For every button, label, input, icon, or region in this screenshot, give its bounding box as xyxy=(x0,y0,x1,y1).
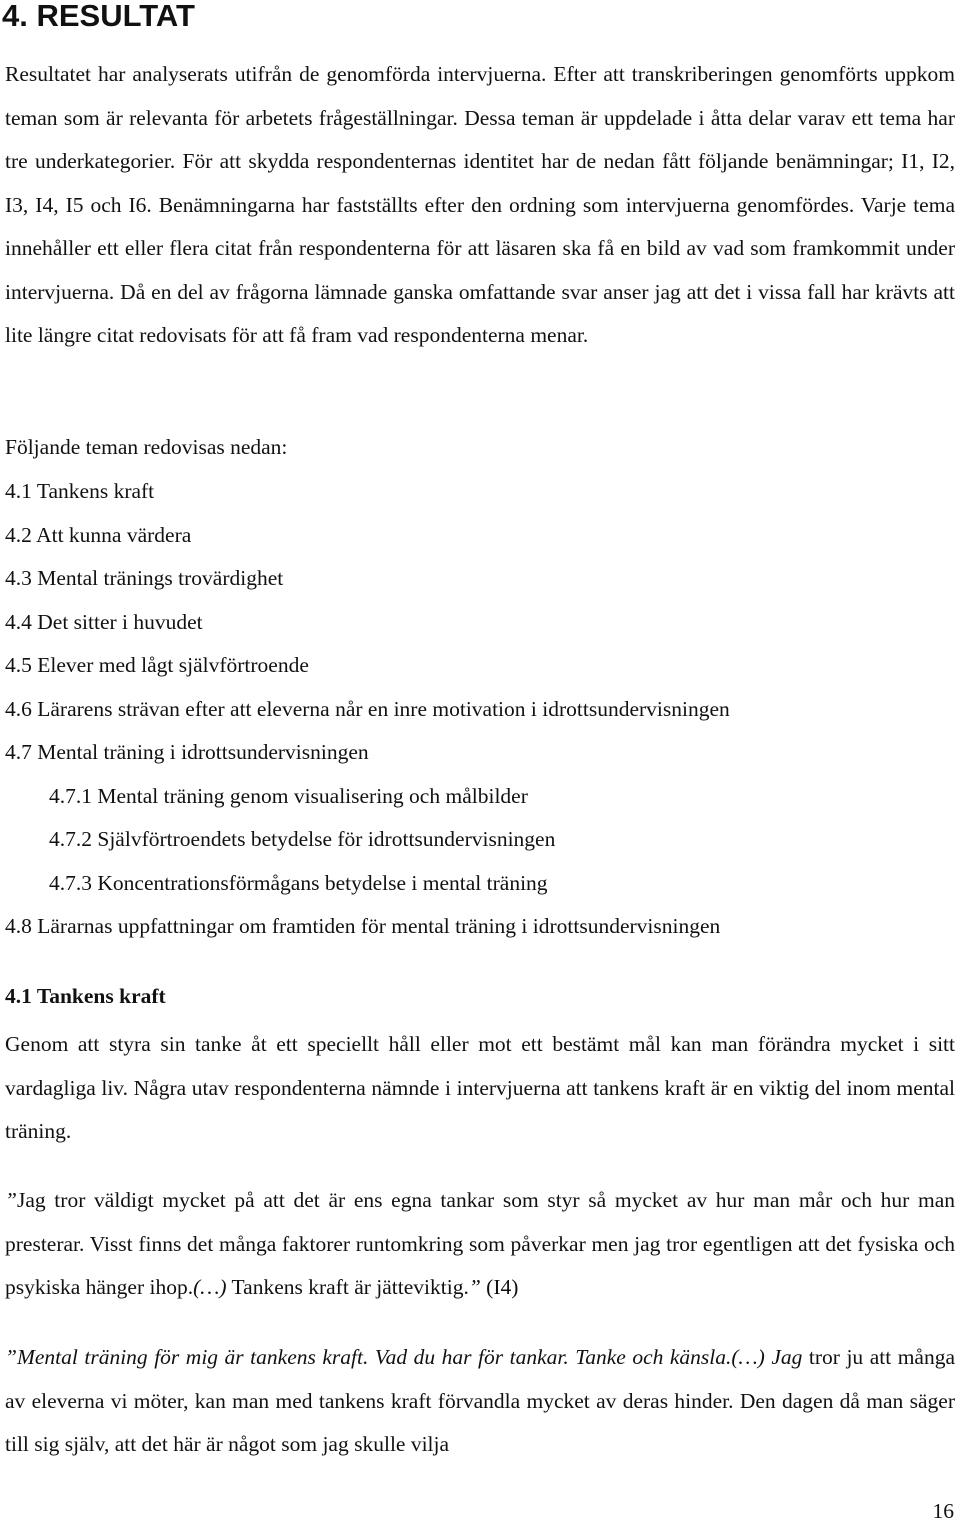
topic-item: 4.4 Det sitter i huvudet xyxy=(5,609,203,634)
quote-italic-text: ”Mental träning för mig är tankens kraft. Vad du har för tankar. Tanke och känsla.(…) Jag xyxy=(5,1345,803,1369)
section-paragraph: Genom att styra sin tanke åt ett speciellt håll eller mot ett bestämt mål kan man förändra mycket i sitt vardagliga liv. Några utav respondenterna nämnde i intervjuerna att tankens kraft är en viktig del inom mental träning. xyxy=(5,1032,955,1143)
intro-paragraph: Resultatet har analyserats utifrån de genomförda intervjuerna. Efter att transkriberingen genomförts uppkom teman som är relevanta för arbetets frågeställningar. Dessa teman är uppdelade i åtta delar varav ett tema har tre underkategorier. För att skydda respondenternas identitet har de nedan fått följande benämningar; I1, I2, I3, I4, I5 och I6. Benämningarna har fastställts efter den ordning som intervjuerna genomfördes. Varje tema innehåller ett eller flera citat från respondenterna för att läsaren ska få en bild av vad som framkommit under intervjuerna. Då en del av frågorna lämnade ganska omfattande svar anser jag att det i vissa fall har krävts att lite längre citat redovisats för att få fram vad respondenterna menar. xyxy=(5,62,955,347)
topic-list xyxy=(5,470,955,949)
topic-item: 4.7 Mental träning i idrottsundervisningen xyxy=(5,740,369,764)
interview-quote-i4 xyxy=(5,1179,955,1310)
topics-intro: Följande teman redovisas nedan: xyxy=(5,435,288,459)
topic-item: 4.1 Tankens kraft xyxy=(5,479,155,503)
chapter-heading: 4. RESULTAT xyxy=(2,0,195,33)
quote-open-mark: ” xyxy=(5,1188,17,1212)
topic-item: 4.3 Mental tränings trovärdighet xyxy=(5,566,284,590)
interview-quote xyxy=(5,1336,955,1467)
quote-reference: (I4) xyxy=(486,1275,519,1299)
topic-item: 4.8 Lärarnas uppfattningar om framtiden för mental träning i idrottsundervisningen xyxy=(5,914,721,938)
quote-text: tror ju att många av eleverna vi möter, kan man med tankens kraft förvandla mycket av deras hinder. Den dagen då man säger till sig själv, att det här är något som jag skulle vilja xyxy=(5,1345,955,1456)
subtopic-item: 4.7.1 Mental träning genom visualisering och målbilder xyxy=(49,783,528,808)
section-title: 4.1 Tankens kraft xyxy=(5,984,166,1008)
topic-item: 4.5 Elever med lågt självförtroende xyxy=(5,653,309,677)
topic-item: 4.2 Att kunna värdera xyxy=(5,522,192,547)
subtopic-item: 4.7.3 Koncentrationsförmågans betydelse i mental träning xyxy=(49,870,548,895)
subtopic-item: 4.7.2 Självförtroendets betydelse för idrottsundervisningen xyxy=(49,827,556,851)
topic-item: 4.6 Lärarens strävan efter att eleverna når en inre motivation i idrottsundervisningen xyxy=(5,696,730,721)
quote-close-mark: ” xyxy=(468,1275,487,1299)
page-number: 16 xyxy=(932,1499,954,1523)
quote-text: Jag tror väldigt mycket på att det är ens egna tankar som styr så mycket av hur man mår och hur man presterar. Visst finns det många faktorer runtomkring som påverkar men jag tror egentligen att det fysiska och psykiska hänger ihop. xyxy=(5,1188,955,1299)
quote-ellipsis: (…) xyxy=(193,1275,227,1299)
quote-text: Tankens kraft är jätteviktig. xyxy=(226,1275,469,1299)
